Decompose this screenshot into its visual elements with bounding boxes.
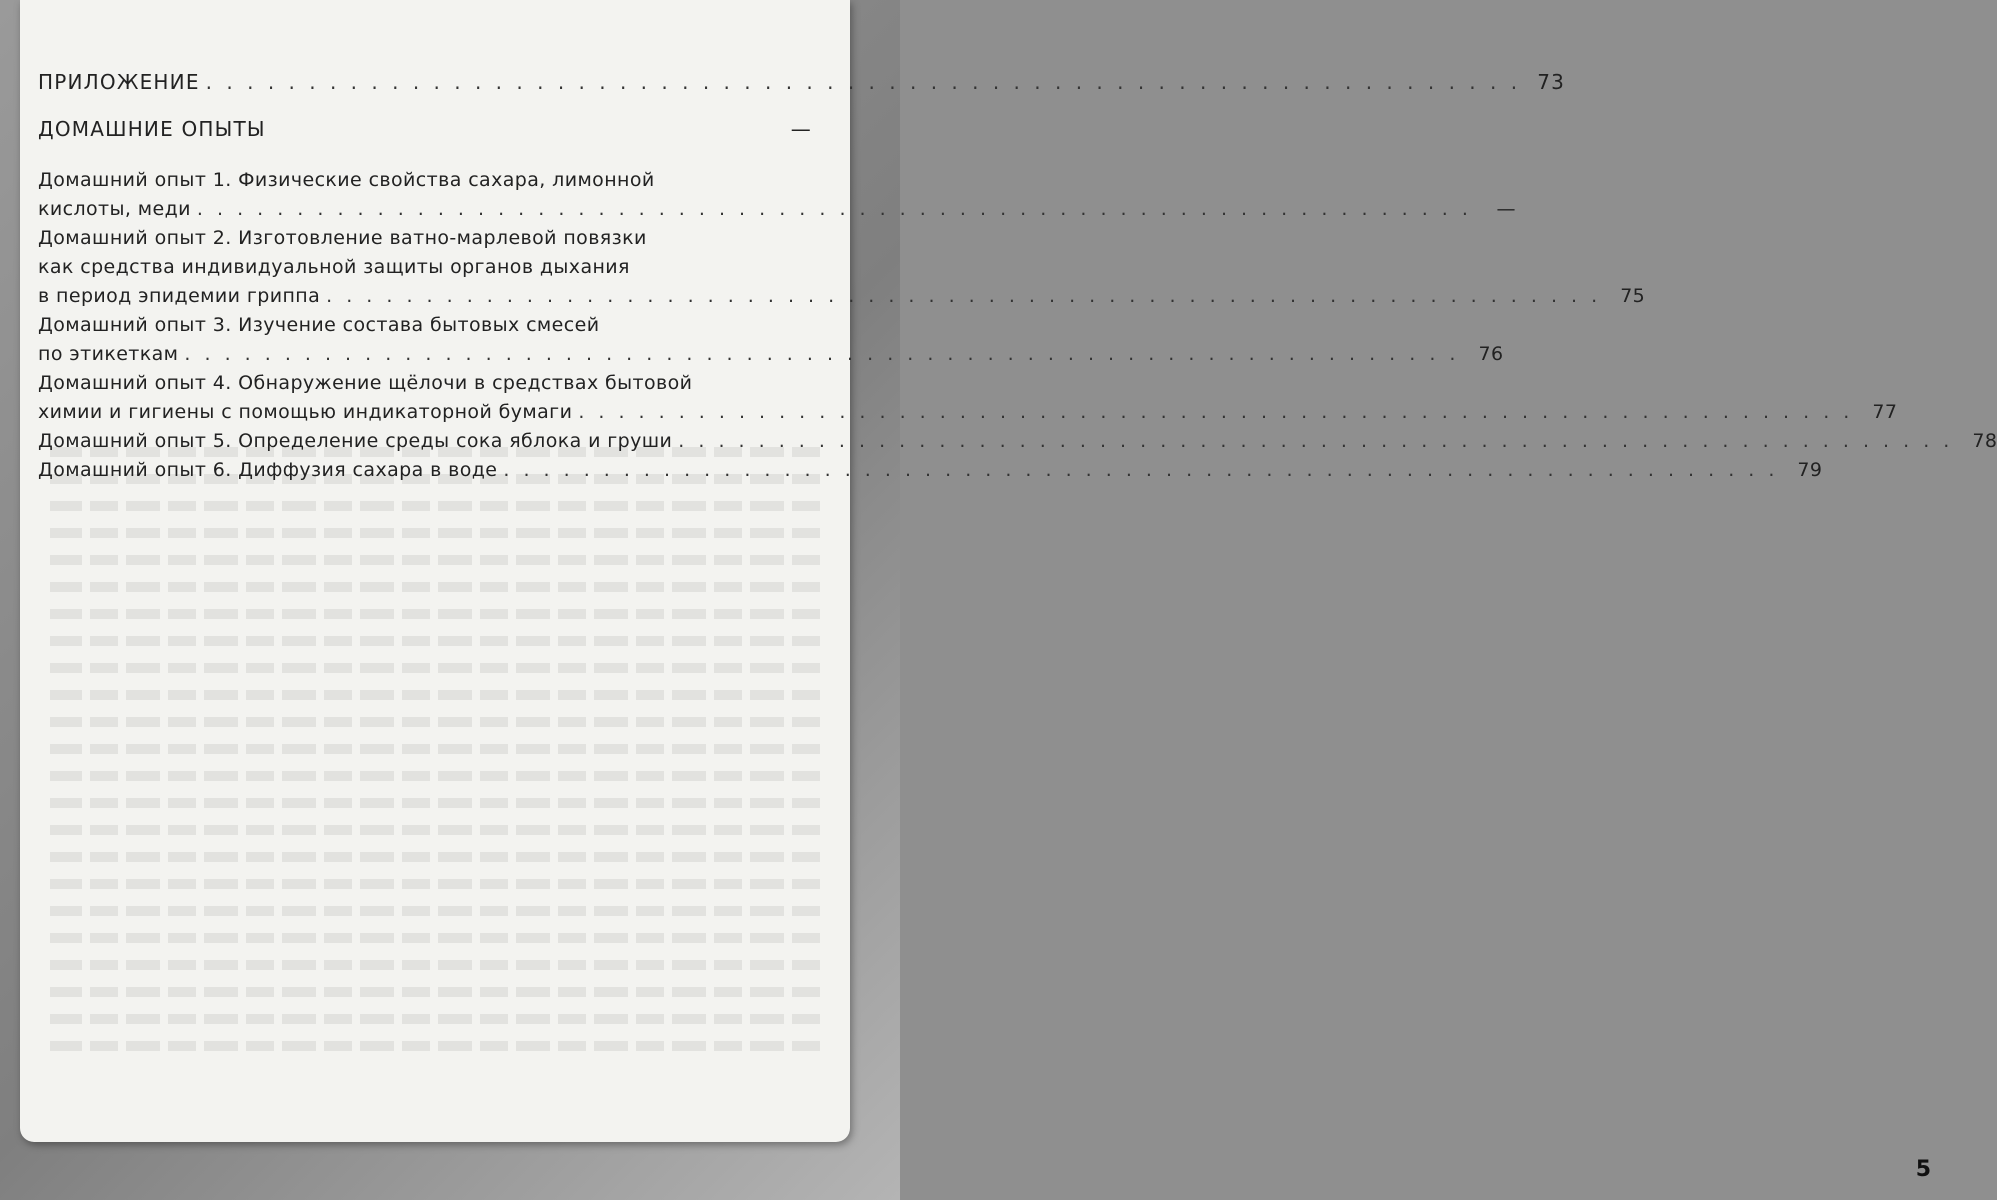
- dot-leader: . . . . . . . . . . . . . . . . . . . . . . . . . . . . . . . . . . . . . . . . . . . . . . . . . . . . . . . . . . . . . . . .: [205, 70, 1522, 94]
- toc-entry-experiment-6[interactable]: [38, 456, 1823, 485]
- toc-entry-home-experiments[interactable]: [38, 115, 812, 144]
- dot-leader: . . . . . . . . . . . . . . . . . . . . . . . . . . . . . . . . . . . . . . . . . . . . . . . . . . . . . . . . . . . . . . . .: [196, 198, 1472, 220]
- toc-entry-appendix[interactable]: [38, 68, 1566, 97]
- table-of-contents: [38, 68, 1997, 485]
- dot-leader: . . . . . . . . . . . . . . . . . . . . . . . . . . . . . . . . . . . . . . . . . . . . . . . . . . . . . . . . . . . . . . . .: [678, 430, 1954, 452]
- page-number: 5: [1915, 1157, 1931, 1182]
- dot-leader: . . . . . . . . . . . . . . . . . . . . . . . . . . . . . . . . . . . . . . . . . . . . . . . . . . . . . . . . . . . . . . . .: [578, 401, 1854, 423]
- dot-leader: . . . . . . . . . . . . . . . . . . . . . . . . . . . . . . . . . . . . . . . . . . . . . . . . . . . . . . . . . . . . . . . .: [184, 343, 1460, 365]
- toc-entry-line: Домашний опыт 1. Физические свойства сахара, лимонной: [38, 169, 655, 191]
- toc-page-number: 76: [1478, 343, 1504, 365]
- toc-entry-title: кислоты, меди: [38, 198, 191, 220]
- dot-leader: . . . . . . . . . . . . . . . . . . . . . . . . . . . . . . . . . . . . . . . . . . . . . . . . . . . . . . . . . . . . . . . .: [503, 459, 1779, 481]
- show-through-text: [50, 430, 820, 1130]
- dot-leader: . . . . . . . . . . . . . . . . . . . . . . . . . . . . . . . . . . . . . . . . . . . . . . . . . . . . . . . . . . . . . . . .: [326, 285, 1602, 307]
- toc-entry-title: по этикеткам: [38, 343, 179, 365]
- toc-entry-title: химии и гигиены с помощью индикаторной бумаги: [38, 401, 573, 423]
- toc-entry-line: Домашний опыт 4. Обнаружение щёлочи в средствах бытовой: [38, 372, 693, 394]
- toc-entry-experiment-2[interactable]: [38, 224, 1646, 311]
- toc-page-number: 78: [1972, 430, 1997, 452]
- toc-entry-experiment-1[interactable]: [38, 166, 1516, 224]
- toc-page-number: 75: [1620, 285, 1646, 307]
- toc-entry-line: Домашний опыт 3. Изучение состава бытовых смесей: [38, 314, 600, 336]
- toc-page-number: —: [790, 117, 812, 141]
- toc-entry-line: Домашний опыт 2. Изготовление ватно-марлевой повязки: [38, 227, 647, 249]
- toc-entry-title: Домашний опыт 6. Диффузия сахара в воде: [38, 459, 498, 481]
- toc-entry-experiment-4[interactable]: [38, 369, 1898, 427]
- toc-entry-experiment-3[interactable]: [38, 311, 1504, 369]
- toc-entry-experiment-5[interactable]: [38, 427, 1997, 456]
- book-page: [20, 0, 1997, 1142]
- toc-page-number: 77: [1872, 401, 1898, 423]
- toc-entry-line: как средства индивидуальной защиты органов дыхания: [38, 256, 630, 278]
- toc-page-number: 79: [1797, 459, 1823, 481]
- toc-entry-title: Домашний опыт 5. Определение среды сока яблока и груши: [38, 430, 673, 452]
- toc-entry-title: ДОМАШНИЕ ОПЫТЫ: [38, 117, 266, 141]
- toc-page-number: 73: [1537, 70, 1566, 94]
- toc-page-number: —: [1496, 198, 1516, 220]
- toc-entry-title: ПРИЛОЖЕНИЕ: [38, 70, 200, 94]
- toc-entry-title: в период эпидемии гриппа: [38, 285, 321, 307]
